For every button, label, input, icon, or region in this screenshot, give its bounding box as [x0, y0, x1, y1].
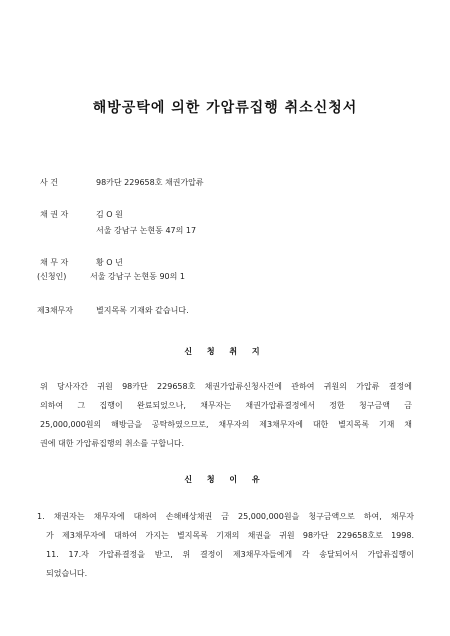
purpose-line: 의하여 그 집행이 완료되었으나, 채무자는 채권가압류결정에서 정한 청구금액 금	[40, 401, 412, 410]
purpose-line: 25,000,000원의 해방금을 공탁하였으므로, 채무자의 제3채무자에 대한 별지목록 기재 채	[40, 420, 412, 429]
reason-line: 11. 17.자 가압류결정을 받고, 위 결정이 제3채무자들에게 각 송달되어서 가압류집행이	[46, 550, 414, 559]
case-label: 사 건	[40, 178, 58, 187]
reason-line: 되었습니다.	[46, 569, 88, 578]
reason-line: 1. 채권자는 채무자에 대하여 손해배상채권 금 25,000,000원을 청구금액으로 하여, 채무자	[37, 512, 414, 521]
purpose-line: 권에 대한 가압류집행의 취소를 구합니다.	[40, 439, 185, 448]
purpose-heading: 신 청 취 지	[184, 347, 266, 356]
document-title: 해방공탁에 의한 가압류집행 취소신청서	[92, 100, 358, 116]
debtor-name: 황 O 년	[96, 258, 123, 267]
creditor-name: 김 O 원	[96, 210, 123, 219]
third-party-value: 별지목록 기재와 같습니다.	[96, 306, 189, 315]
purpose-line: 위 당사자간 귀원 98카단 229658호 채권가압류신청사건에 관하여 귀원의 가압류 결정에	[40, 382, 412, 391]
third-party-label: 제3채무자	[37, 306, 74, 315]
debtor-address: 서울 강남구 논현동 90의 1	[90, 272, 185, 281]
creditor-address: 서울 강남구 논현동 47의 17	[96, 226, 197, 235]
debtor-label: 채 무 자	[40, 258, 69, 267]
applicant-label: (신청인)	[37, 272, 67, 281]
purpose-paragraph	[40, 377, 412, 453]
creditor-label: 채 권 자	[40, 210, 69, 219]
reason-heading: 신 청 이 유	[184, 475, 266, 484]
case-value: 98카단 229658호 채권가압류	[96, 178, 204, 187]
reason-line: 가 제3채무자에 대하여 가지는 별지목록 기재의 채권을 귀원 98카단 229658호로 1998.	[46, 531, 414, 540]
reason-paragraph	[37, 507, 414, 583]
